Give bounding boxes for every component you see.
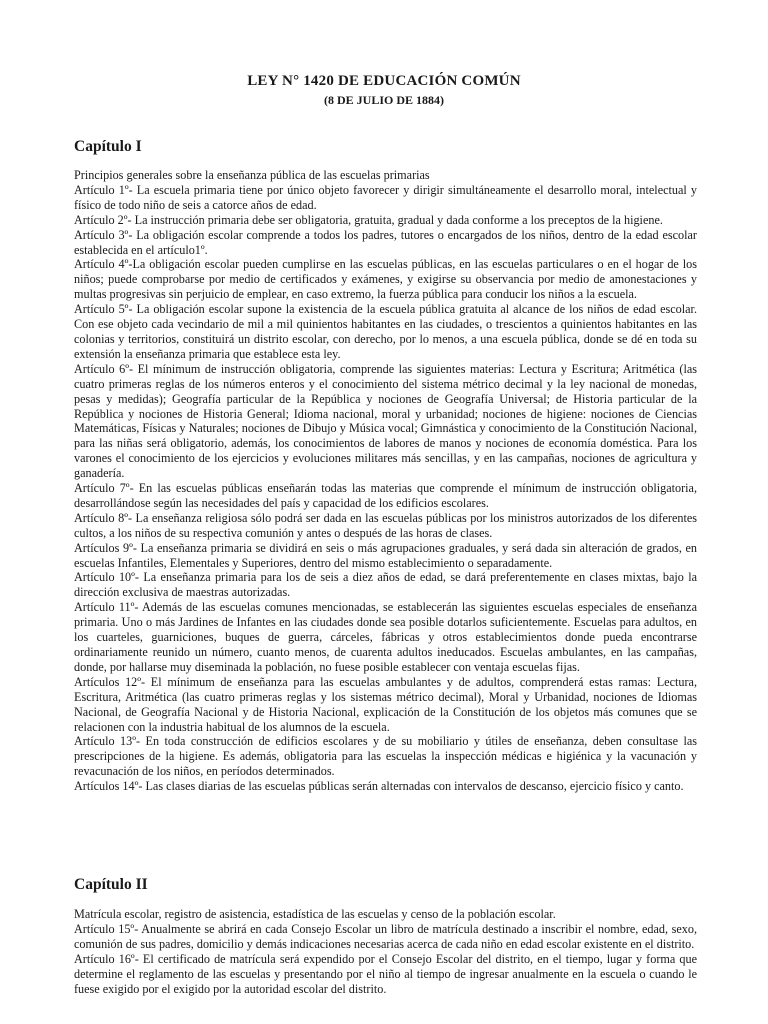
article-8: Artículo 8º- La enseñanza religiosa sólo podrá ser dada en las escuelas públicas por los ministros autorizados de los diferentes cultos, a los niños de su respectiva comunión y antes o después de las horas de clases.: [74, 510, 697, 540]
law-date: (8 DE JULIO DE 1884): [323, 93, 444, 107]
article-16: Artículo 16º- El certificado de matrícula será expendido por el Consejo Escolar del distrito, en el tiempo, lugar y forma que determine el reglamento de las escuelas y presentando por el niño al tiempo de ingresar anualmente en la escuela o cuando le fuese exigido por el exigido por la autoridad escolar del distrito.: [74, 951, 697, 996]
article-5: Artículo 5º- La obligación escolar supone la existencia de la escuela pública gratuita al alcance de los niños de edad escolar. Con ese objeto cada vecindario de mil a mil quinientos habitantes en las ciudades, o trescientos a quinientos habitantes en las colonias y territorios, constituirá un distrito escolar, con derecho, por lo menos, a una escuela pública, donde se dé en toda su extensión la enseñanza primaria que establece esta ley.: [74, 302, 697, 361]
article-11: Artículo 11º- Además de las escuelas comunes mencionadas, se establecerán las siguientes escuelas especiales de enseñanza primaria. Uno o más Jardines de Infantes en las ciudades donde sea posible dotarlos suficientemente. Escuelas para adultos, en los cuarteles, guarniciones, buques de guerra, cárceles, fábricas y otros establecimientos donde pueda encontrarse ordinariamente reunido un número, cuanto menos, de cuarenta adultos ineducados. Escuelas ambulantes, en las campañas, donde, por hallarse muy diseminada la población, no fuese posible establecer con ventaja escuelas fijas.: [74, 600, 697, 674]
chapter-1-heading: Capítulo I: [74, 138, 142, 155]
article-3: Artículo 3º- La obligación escolar comprende a todos los padres, tutores o encargados de los niños, dentro de la edad escolar establecida en el artículo1º.: [74, 227, 697, 257]
article-15: Artículo 15º- Anualmente se abrirá en cada Consejo Escolar un libro de matrícula destinado a inscribir el nombre, edad, sexo, comunión de sus padres, domicilio y demás indicaciones necesarias acerca de cada niño en edad escolar existente en el distrito.: [74, 921, 697, 951]
article-4: Artículo 4º-La obligación escolar pueden cumplirse en las escuelas públicas, en las escuelas particulares o en el hogar de los niños; puede comprobarse por medio de certificados y exámenes, y exigirse su observancia por medio de amonestaciones y multas progresivas sin perjuicio de emplear, en caso extremo, la fuerza pública para conducir los niños a la escuela.: [74, 257, 697, 302]
chapter-1-summary: Principios generales sobre la enseñanza pública de las escuelas primarias: [74, 168, 430, 182]
article-12: Artículos 12º- El mínimum de enseñanza para las escuelas ambulantes y de adultos, comprenderá estas ramas: Lectura, Escritura, Aritmética (las cuatro primeras reglas y los sistemas métrico decimal), Moral y Urbanidad, nociones de Idiomas Nacional, de Geografía Nacional y de Historia Nacional, explicación de la Constitución de los objetos más comunes que se relacionen con la industria habitual de los alumnos de la escuela.: [74, 674, 697, 734]
article-7: Artículo 7º- En las escuelas públicas enseñarán todas las materias que comprende el mínimum de instrucción obligatoria, desarrollándose según las necesidades del país y capacidad de los edificios escolares.: [74, 481, 697, 510]
article-10: Artículo 10º- La enseñanza primaria para los de seis a diez años de edad, se dará preferentemente en clases mixtas, bajo la dirección exclusiva de maestras autorizadas.: [74, 570, 697, 600]
article-1: Artículo 1º- La escuela primaria tiene por único objeto favorecer y dirigir simultáneamente el desarrollo moral, intelectual y físico de todo niño de seis a catorce años de edad.: [74, 182, 697, 212]
law-title: LEY N° 1420 DE EDUCACIÓN COMÚN: [247, 73, 521, 89]
chapter-2-summary: Matrícula escolar, registro de asistencia, estadística de las escuelas y censo de la población escolar.: [74, 907, 556, 921]
chapter-2-body: [74, 907, 697, 996]
article-2: Artículo 2º- La instrucción primaria debe ser obligatoria, gratuita, gradual y dada conforme a los preceptos de la higiene.: [74, 212, 663, 227]
article-6: Artículo 6º- El mínimum de instrucción obligatoria, comprende las siguientes materias: Lectura y Escritura; Aritmética (las cuatro primeras reglas de los números enteros y el conocimiento del sistema métrico decimal y la ley nacional de monedas, pesas y medidas); Geografía particular de la República y nociones de Geografía Universal; de Historia particular de la República y nociones de Historia General; Idioma nacional, moral y urbanidad; nociones de higiene: nociones de Ciencias Matemáticas, Físicas y Naturales; nociones de Dibujo y Música vocal; Gimnástica y conocimiento de la Constitución Nacional, para las niñas será obligatorio, además, los conocimientos de labores de manos y nociones de economía doméstica. Para los varones el conocimiento de los ejercicios y evoluciones militares más sencillas, y en las campañas, nociones de agricultura y ganadería.: [74, 361, 697, 481]
article-14: Artículos 14º- Las clases diarias de las escuelas públicas serán alternadas con intervalos de descanso, ejercicio físico y canto.: [74, 779, 684, 794]
article-13: Artículo 13º- En toda construcción de edificios escolares y de su mobiliario y útiles de enseñanza, deben consultase las prescripciones de la higiene. Es además, obligatoria para las escuelas la inspección médicas e higiénica y la vacunación y revacunación de los niños, en períodos determinados.: [74, 734, 697, 779]
chapter-2-heading: Capítulo II: [74, 876, 148, 893]
chapter-1-body: [74, 168, 697, 794]
article-9: Artículos 9º- La enseñanza primaria se dividirá en seis o más agrupaciones graduales, y será dada sin alteración de grados, en escuelas Infantiles, Elementales y Superiores, dentro del mismo establecimiento o separadamente.: [74, 540, 697, 570]
